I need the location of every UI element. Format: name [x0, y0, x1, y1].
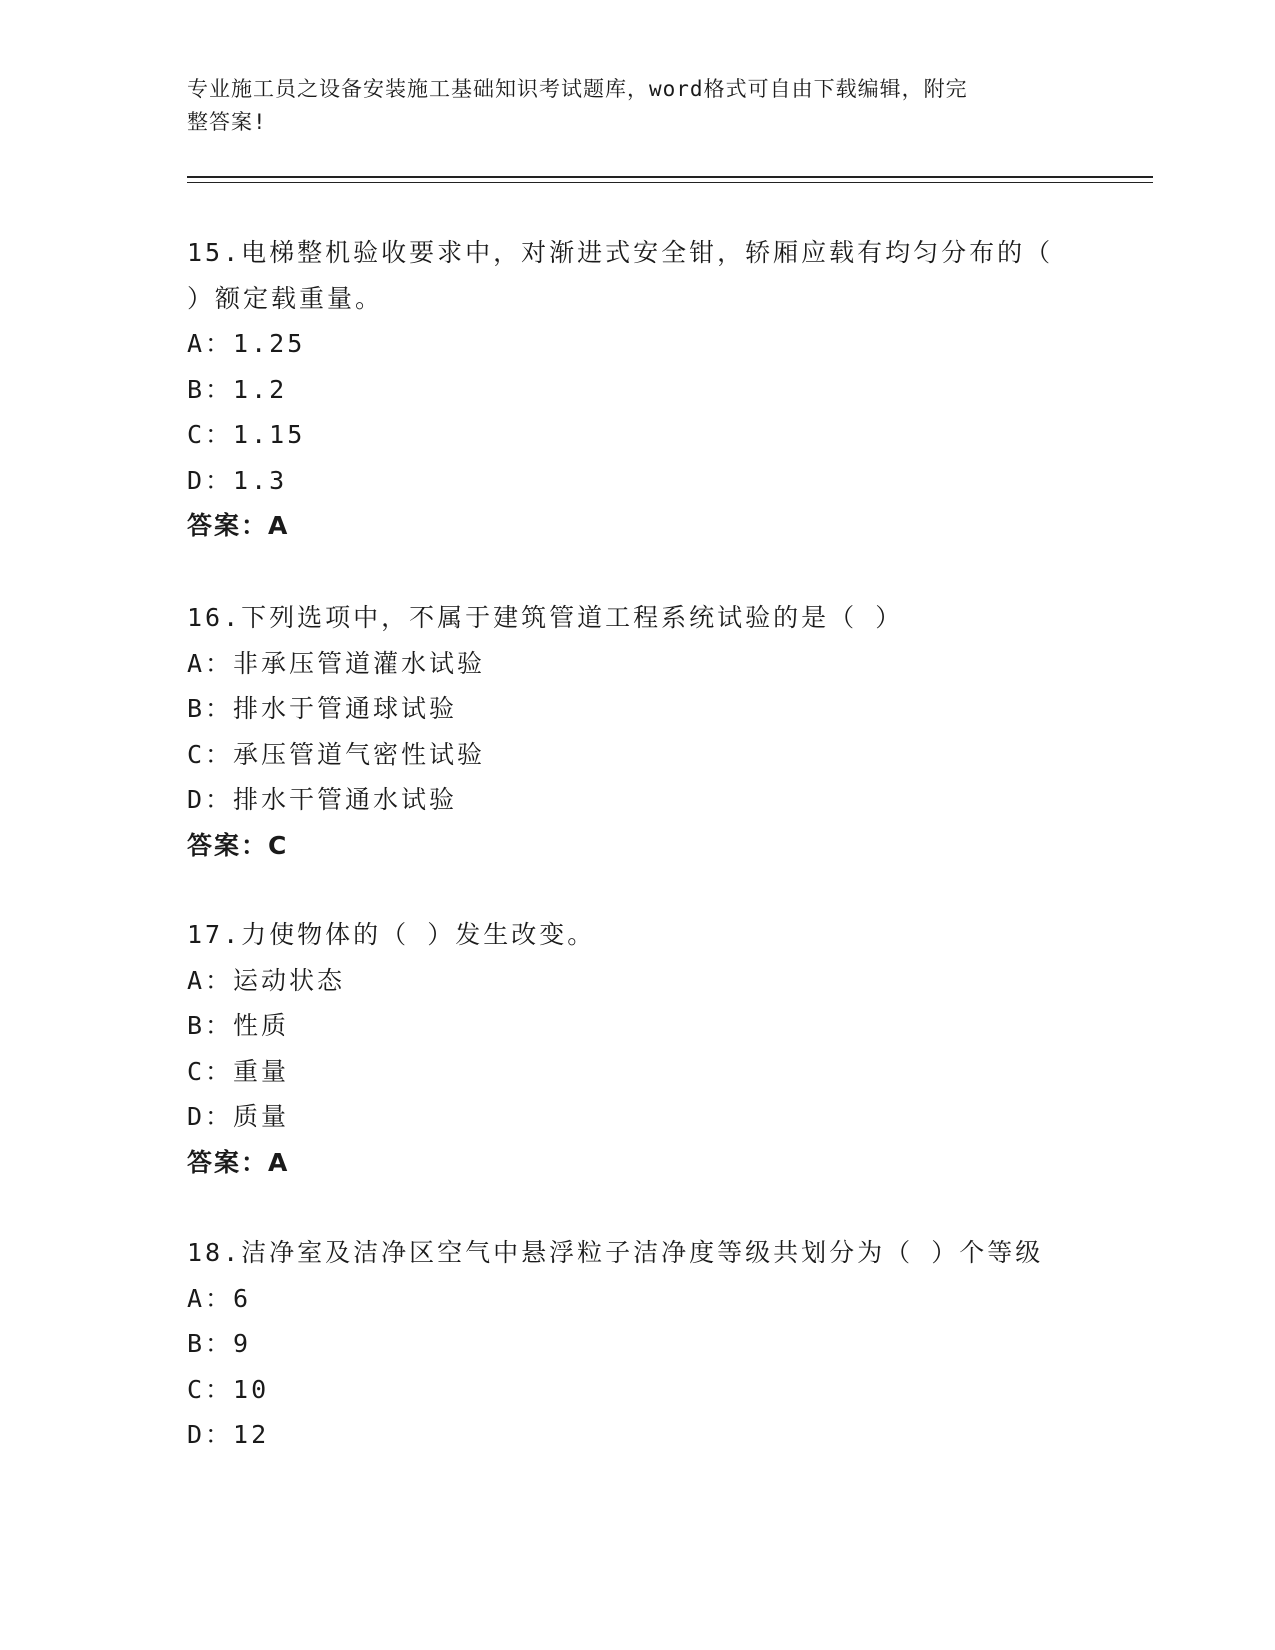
header-line-2: 整答案! [187, 110, 267, 134]
option-a: A：6 [187, 1283, 252, 1313]
header-divider-thin [187, 182, 1153, 183]
option-d: D：排水干管通水试验 [187, 785, 458, 814]
question-stem: 15.电梯整机验收要求中，对渐进式安全钳，轿厢应载有均匀分布的（ [187, 238, 1054, 267]
header-divider-thick [187, 176, 1153, 178]
header-line-1: 专业施工员之设备安装施工基础知识考试题库，word格式可自由下载编辑，附完 [187, 77, 968, 101]
option-d: D：12 [187, 1420, 270, 1449]
option-d: D：1.3 [187, 465, 288, 495]
option-c: C：1.15 [187, 420, 306, 449]
option-d: D：质量 [187, 1102, 290, 1131]
question-16 [187, 595, 1087, 868]
question-stem: 16.下列选项中，不属于建筑管道工程系统试验的是（ ） [187, 603, 904, 632]
option-c: C：重量 [187, 1056, 290, 1086]
answer: 答案：A [187, 1147, 290, 1177]
answer: 答案：A [187, 511, 290, 540]
answer: 答案：C [187, 830, 289, 860]
option-a: A：运动状态 [187, 965, 346, 995]
question-stem: 17.力使物体的（ ）发生改变。 [187, 920, 596, 949]
option-a: A：1.25 [187, 329, 306, 358]
question-stem: 18.洁净室及洁净区空气中悬浮粒子洁净度等级共划分为（ ）个等级 [187, 1238, 1044, 1267]
option-c: C：承压管道气密性试验 [187, 739, 486, 769]
question-17 [187, 912, 1087, 1185]
option-c: C：10 [187, 1374, 270, 1404]
question-18 [187, 1230, 1087, 1458]
option-a: A：非承压管道灌水试验 [187, 648, 486, 678]
option-b: B：排水于管通球试验 [187, 694, 458, 723]
option-b: B：9 [187, 1329, 252, 1358]
option-b: B：1.2 [187, 374, 288, 404]
document-header [187, 73, 1067, 139]
option-b: B：性质 [187, 1011, 290, 1040]
question-stem-continued: ）额定载重量。 [187, 283, 384, 313]
question-15 [187, 230, 1087, 549]
